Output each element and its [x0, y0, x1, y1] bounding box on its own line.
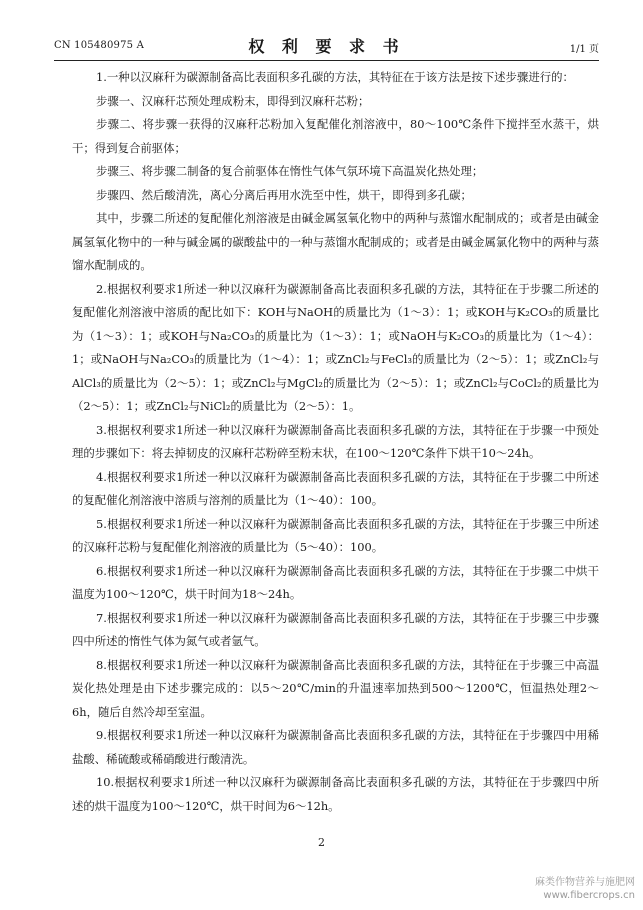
watermark-site-name: 麻类作物营养与施肥网 — [535, 877, 635, 888]
claim-paragraph: 2.根据权利要求1所述一种以汉麻秆为碳源制备高比表面积多孔碳的方法，其特征在于步骤二所述的复配催化剂溶液中溶质的配比如下：KOH与NaOH的质量比为（1～3）：1；或KOH与K₂CO₃的质量比为（1～3）：1；或KOH与Na₂CO₃的质量比为（1～3）：1；或NaOH与K₂CO₃的质量比为（1～4）：1；或NaOH与Na₂CO₃的质量比为（1～4）：1；或ZnCl₂与FeCl₃的质量比为（2～5）：1；或ZnCl₂与AlCl₃的质量比为（2～5）：1；或ZnCl₂与MgCl₂的质量比为（2～5）：1；或ZnCl₂与CoCl₂的质量比为（2～5）：1；或ZnCl₂与NiCl₂的质量比为（2～5）：1。 — [72, 281, 599, 413]
claim-paragraph: 其中，步骤二所述的复配催化剂溶液是由碱金属氢氧化物中的两种与蒸馏水配制成的；或者是由碱金属氢氧化物中的一种与碱金属的碳酸盐中的一种与蒸馏水配制成的；或者是由碱金属氯化物中的两种与蒸馏水配制成的。 — [72, 211, 599, 272]
claims-body — [72, 66, 599, 818]
claim-paragraph: 步骤二、将步骤一获得的汉麻秆芯粉加入复配催化剂溶液中，80～100℃条件下搅拌至水蒸干，烘干；得到复合前驱体； — [72, 117, 599, 155]
claim-paragraph: 9.根据权利要求1所述一种以汉麻秆为碳源制备高比表面积多孔碳的方法，其特征在于步骤四中用稀盐酸、稀硫酸或稀硝酸进行酸清洗。 — [72, 728, 599, 766]
claim-paragraph: 5.根据权利要求1所述一种以汉麻秆为碳源制备高比表面积多孔碳的方法，其特征在于步骤三中所述的汉麻秆芯粉与复配催化剂溶液的质量比为（5～40）：100。 — [72, 516, 599, 554]
claim-paragraph: 步骤一、汉麻秆芯预处理成粉末，即得到汉麻秆芯粉； — [96, 93, 370, 108]
page-indicator: 1/1 页 — [569, 44, 599, 55]
document-title: 权 利 要 求 书 — [248, 37, 405, 56]
claim-paragraph: 8.根据权利要求1所述一种以汉麻秆为碳源制备高比表面积多孔碳的方法，其特征在于步骤三中高温炭化热处理是由下述步骤完成的：以5～20℃/min的升温速率加热到500～1200℃，恒温热处理2～6h，随后自然冷却至室温。 — [72, 657, 599, 719]
page-number: 2 — [318, 836, 325, 849]
patent-number: CN 105480975 A — [54, 40, 145, 51]
claim-paragraph: 7.根据权利要求1所述一种以汉麻秆为碳源制备高比表面积多孔碳的方法，其特征在于步骤三中步骤四中所述的惰性气体为氮气或者氩气。 — [72, 610, 599, 648]
claim-paragraph: 10.根据权利要求1所述一种以汉麻秆为碳源制备高比表面积多孔碳的方法，其特征在于步骤四中所述的烘干温度为100～120℃，烘干时间为6～12h。 — [72, 775, 599, 813]
claim-paragraph: 1.一种以汉麻秆为碳源制备高比表面积多孔碳的方法，其特征在于该方法是按下述步骤进行的： — [96, 70, 574, 84]
claim-paragraph: 步骤四、然后酸清洗，离心分离后再用水洗至中性，烘干，即得到多孔碳； — [96, 187, 472, 202]
watermark — [535, 876, 635, 902]
document-header — [54, 34, 599, 58]
claim-paragraph: 步骤三、将步骤二制备的复合前驱体在惰性气体气氛环境下高温炭化热处理； — [96, 164, 484, 178]
claim-paragraph: 4.根据权利要求1所述一种以汉麻秆为碳源制备高比表面积多孔碳的方法，其特征在于步骤二中所述的复配催化剂溶液中溶质与溶剂的质量比为（1～40）：100。 — [72, 469, 599, 507]
header-divider — [54, 60, 599, 61]
claim-paragraph: 6.根据权利要求1所述一种以汉麻秆为碳源制备高比表面积多孔碳的方法，其特征在于步骤二中烘干温度为100～120℃，烘干时间为18～24h。 — [72, 563, 599, 601]
watermark-url: www.fibercrops.cn — [543, 890, 635, 901]
claim-paragraph: 3.根据权利要求1所述一种以汉麻秆为碳源制备高比表面积多孔碳的方法，其特征在于步骤一中预处理的步骤如下：将去掉韧皮的汉麻秆芯粉碎至粉末状，在100～120℃条件下烘干10～24h。 — [72, 422, 599, 460]
